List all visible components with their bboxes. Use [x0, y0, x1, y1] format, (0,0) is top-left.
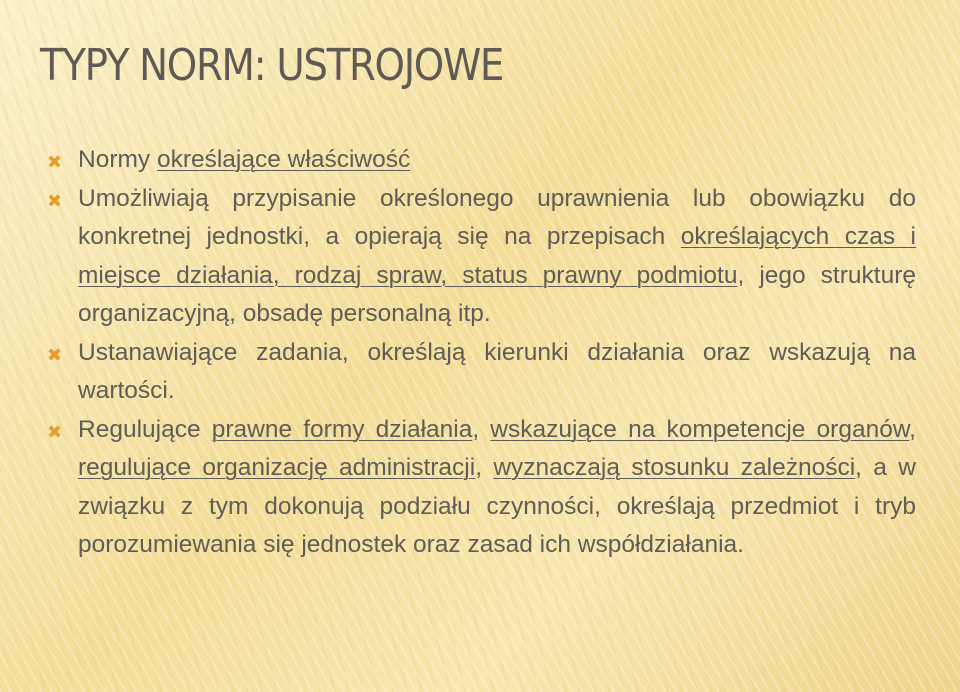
text-segment: Normy: [78, 146, 157, 173]
x-mark-icon: ✖: [47, 344, 63, 365]
text-segment: Ustanawiające zadania, określają kierunki działania oraz wskazują na wartości.: [78, 338, 916, 404]
underlined-phrase: regulujące organizację administracji: [78, 454, 476, 481]
text-segment: ,: [472, 415, 491, 443]
text-segment: , a w związku z tym dokonują podziału czynności, określają przedmiot i tryb porozumiewania się jednostek oraz zasad ich współdziałania.: [78, 454, 916, 558]
x-mark-icon: ✖: [47, 152, 63, 172]
bullet-text: [78, 141, 916, 180]
bullet-text: [78, 180, 916, 334]
bullet-text: [78, 334, 916, 411]
text-segment: Umożliwiają przypisanie określonego uprawnienia lub obowiązku do konkretnej jednostki, a opierają się na przepisach: [78, 184, 916, 250]
text-segment: ,: [909, 415, 916, 443]
underlined-phrase: wskazujące na kompetencje organów: [490, 415, 910, 443]
underlined-phrase: wyznaczają stosunku zależności: [493, 454, 856, 481]
underlined-phrase: określających czas i miejsce działania, rodzaj spraw, status prawny podmiotu: [78, 223, 916, 289]
text-segment: , jego strukturę organizacyjną, obsadę personalną itp.: [78, 261, 916, 327]
bullet-item: [44, 334, 916, 411]
x-mark-icon: ✖: [47, 190, 63, 211]
bullet-item: [44, 141, 916, 180]
underlined-phrase: określające właściwość: [156, 146, 411, 173]
slide-title: TYPY NORM: USTROJOWE: [40, 40, 504, 91]
x-mark-icon: ✖: [47, 421, 63, 442]
bullet-item: [44, 180, 916, 334]
bullet-item: [44, 411, 916, 565]
bullet-text: [78, 411, 916, 565]
text-segment: Regulujące: [78, 415, 212, 443]
bullet-list: [44, 141, 916, 565]
underlined-phrase: prawne formy działania: [211, 415, 473, 443]
text-segment: ,: [475, 454, 494, 481]
